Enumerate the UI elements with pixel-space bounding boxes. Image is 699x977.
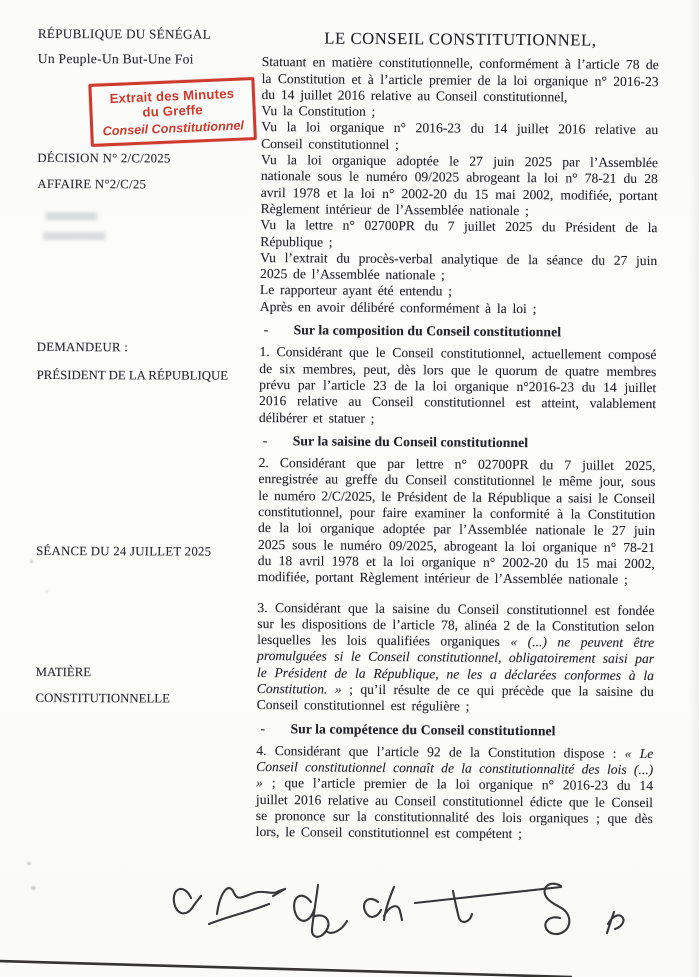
considerant-3: 3. Considérant que la saisine du Conseil constitutionnel est fondée sur les dispositions de l’article 78, alinéa 2 de la Constitution selon lesquelles les lois qualifiées organiques « (...) ne peuvent être promulguées si le Conseil constitutionnel, obligatoirement saisi par le Président de la République, ne les a déclarées conformes à la Constitution. » ; qu’il résulte de ce qui précède que la saisine du Conseil constitutionnel est régulière ;: [256, 599, 655, 714]
signature-stroke: [415, 887, 561, 903]
session-date: SÉANCE DU 24 JUILLET 2025: [36, 543, 212, 559]
visa-paragraph: Vu la loi organique adoptée le 27 juin 2025 par l’Assemblée nationale sous le numéro 09/2025 abrogeant la loi n° 78-21 du 28 avril 1978 et la loi n° 2002-20 du 15 mai 2002, modifiée, portant Règlement intérieur de l’Assemblée nationale ;: [260, 152, 659, 219]
section-heading-competence: - Sur la compétence du Conseil constitutionnel: [256, 721, 653, 740]
signature-stroke: [607, 912, 624, 933]
left-margin-column: [35, 0, 250, 706]
applicant-label: DEMANDEUR :: [36, 339, 129, 355]
illegible-faint-text: [43, 232, 105, 240]
visa-paragraph: Vu l’extrait du procès-verbal analytique de la séance du 27 juin 2025 de l’Assemblée nationale ;: [260, 249, 658, 283]
national-motto: Un Peuple-Un But-Une Foi: [37, 50, 194, 67]
considerant-4: 4. Considérant que l’article 92 de la Constitution dispose : « Le Conseil constitutionnel connaît de la constitutionnalité des lois (...) » ; que l’article premier de la loi organique n° 2016-23 du 14 juillet 2016 relative au Conseil constitutionnel édicte que le Conseil se prononce sur la constitutionnalité des lois organiques ; que dès lors, le Conseil constitutionnel est compétent ;: [255, 742, 654, 842]
signature-stroke: [174, 889, 201, 913]
greffe-red-stamp: [88, 77, 256, 147]
section-heading-saisine: - Sur la saisine du Conseil constitutionnel: [259, 433, 656, 452]
visa-paragraph: Vu la loi organique n° 2016-23 du 14 juillet 2016 relative au Conseil constitutionnel ;: [261, 119, 659, 152]
considerant-1: 1. Considérant que le Conseil constitutionnel, actuellement composé de six membres, peut, dès lors que le quorum de quatre membres prévu par l’article 23 de la loi organique n°2016-23 du 14 juillet 2016 relative au Conseil constitutionnel est atteint, valablement délibérer et statuer ;: [258, 344, 657, 426]
signature-stroke: [545, 884, 570, 934]
considerant-2: 2. Considérant que par lettre n° 02700PR du 7 juillet 2025, enregistrée au greffe du Conseil constitutionnel le même jour, sous le numéro 2/C/2025, le Président de la République a saisi le Conseil constitutionnel, pour faire examiner la conformité à la Constitution de la loi organique adoptée par l’Assemblée nationale le 27 juin 2025 sous le numéro 09/2025, abrogeant la loi organique n° 78-21 du 18 avril 1978 et la loi organique n° 2002-20 du 15 mai 2002, modifiée, portant Règlement intérieur de l’Assemblée nationale ;: [257, 455, 656, 588]
heading-dash: -: [260, 720, 266, 736]
section-heading-composition: - Sur la composition du Conseil constitutionnel: [260, 322, 657, 341]
country-title: RÉPUBLIQUE DU SÉNÉGAL: [37, 25, 211, 42]
signature-stroke: [384, 887, 402, 920]
scan-speck: [30, 560, 33, 563]
matter-type: [36, 659, 171, 711]
signature-stroke: [364, 899, 381, 917]
heading-dash: -: [263, 322, 269, 338]
stamp-line-3: Conseil Constitutionnel: [102, 118, 245, 139]
applicant-value: PRÉSIDENT DE LA RÉPUBLIQUE: [36, 367, 229, 383]
signature-stroke: [312, 885, 347, 937]
visa-paragraph: Vu la lettre n° 02700PR du 7 juillet 2025 du Président de la République ;: [260, 217, 658, 250]
visa-paragraph: Vu la Constitution ;: [261, 103, 376, 120]
scan-edge-line: [0, 950, 699, 977]
case-number: AFFAIRE N°2/C/25: [37, 176, 147, 192]
illegible-faint-text: [45, 212, 97, 220]
scan-speck: [31, 886, 36, 890]
scan-speck: [46, 590, 48, 592]
signature-stroke: [453, 891, 472, 922]
heading-dash: -: [262, 432, 268, 448]
signature-stroke: [209, 889, 285, 924]
matter-line-1: MATIÈRE: [35, 664, 92, 680]
scan-right-shade: [689, 0, 699, 977]
intro-paragraph: Statuant en matière constitutionnelle, conformément à l’article 78 de la Constitution et à l’article premier de la loi organique n° 2016-23 du 14 juillet 2016 relative au Conseil constitutionnel,: [261, 54, 659, 105]
stamp-line-2: du Greffe: [142, 102, 204, 120]
decision-number: DÉCISION N° 2/C/2025: [37, 150, 171, 166]
scan-speck: [27, 862, 31, 865]
handwritten-signatures: [145, 872, 665, 962]
page-title: LE CONSEIL CONSTITUTIONNEL,: [324, 28, 597, 50]
visa-paragraph: Le rapporteur ayant été entendu ;: [259, 282, 453, 299]
stamp-line-1: Extrait des Minutes: [109, 85, 235, 107]
decision-body: [256, 30, 659, 844]
matter-line-2: CONSTITUTIONNELLE: [35, 690, 170, 706]
signature-stroke: [294, 896, 314, 921]
visa-paragraph: Après en avoir délibéré conformément à la loi ;: [259, 298, 537, 316]
